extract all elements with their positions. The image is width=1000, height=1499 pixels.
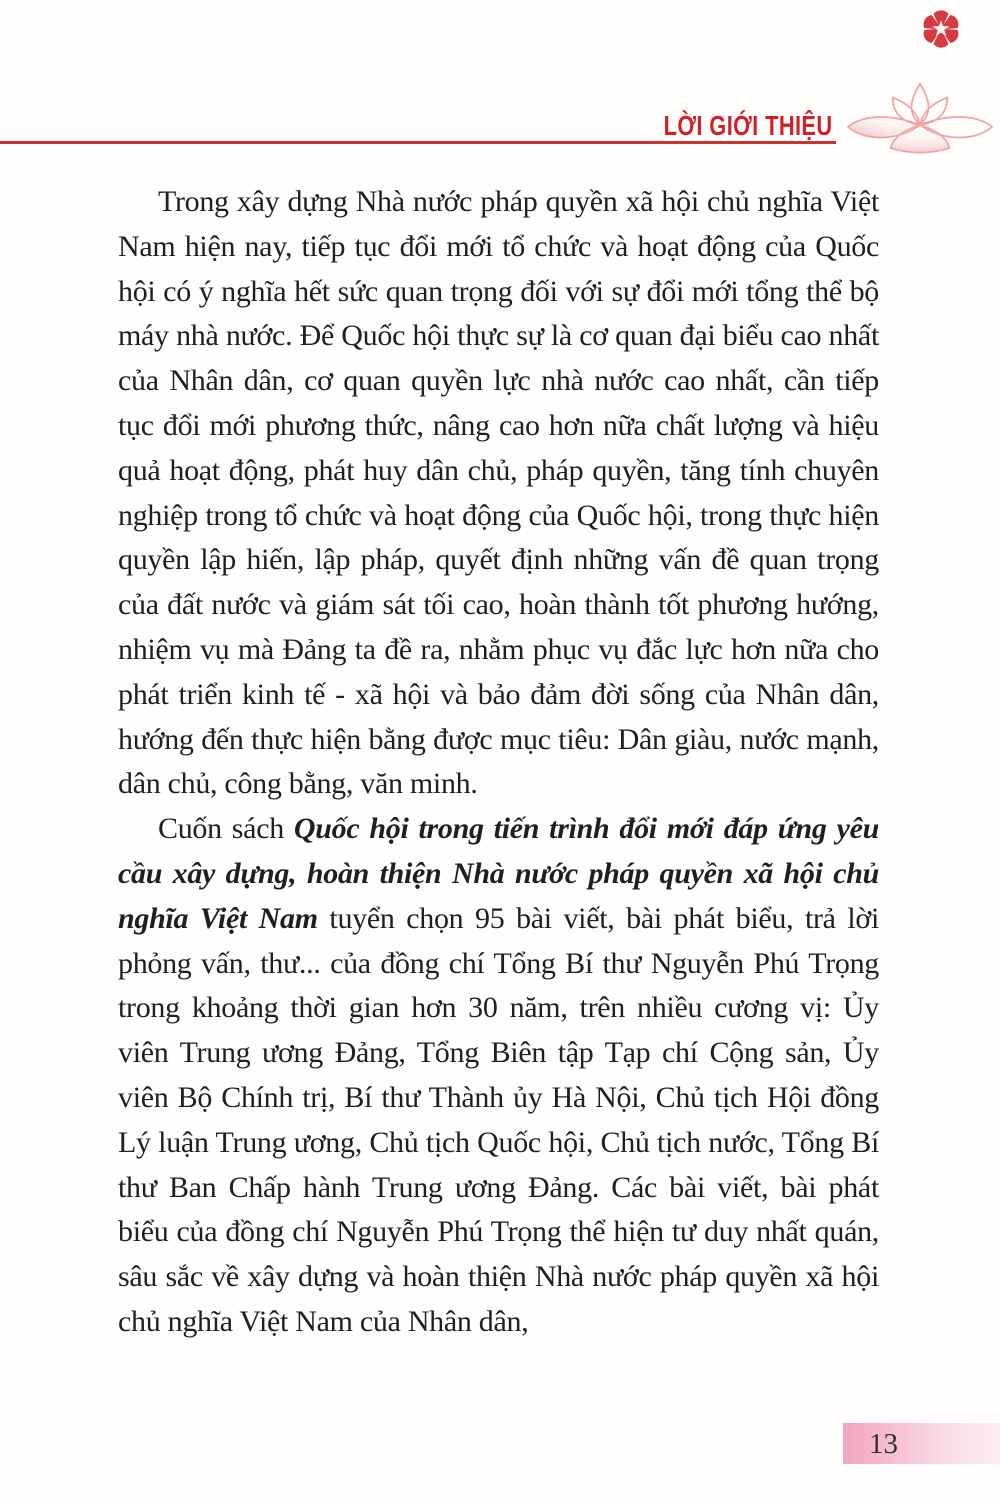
paragraph-2-intro: Cuốn sách [158,812,294,846]
lotus-icon [842,80,998,156]
paragraph-2 [118,807,879,1345]
page-number-box [843,1423,1000,1464]
header-rule [0,141,836,144]
flower-asterisk-icon [921,9,961,49]
paragraph-1: Trong xây dựng Nhà nước pháp quyền xã hội chủ nghĩa Việt Nam hiện nay, tiếp tục đổi mới tổ chức và hoạt động của Quốc hội có ý nghĩa hết sức quan trọng đối với sự đổi mới tổng thể bộ máy nhà nước. Để Quốc hội thực sự là cơ quan đại biểu cao nhất của Nhân dân, cơ quan quyền lực nhà nước cao nhất, cần tiếp tục đổi mới phương thức, nâng cao hơn nữa chất lượng và hiệu quả hoạt động, phát huy dân chủ, pháp quyền, tăng tính chuyên nghiệp trong tổ chức và hoạt động của Quốc hội, trong thực hiện quyền lập hiến, lập pháp, quyết định những vấn đề quan trọng của đất nước và giám sát tối cao, hoàn thành tốt phương hướng, nhiệm vụ mà Đảng ta đề ra, nhằm phục vụ đắc lực hơn nữa cho phát triển kinh tế - xã hội và bảo đảm đời sống của Nhân dân, hướng đến thực hiện bằng được mục tiêu: Dân giàu, nước mạnh, dân chủ, công bằng, văn minh. [118,185,879,801]
page-number: 13 [869,1428,898,1460]
paragraph-2-rest: tuyển chọn 95 bài viết, bài phát biểu, trả lời phỏng vấn, thư... của đồng chí Tổng Bí thư Nguyễn Phú Trọng trong khoảng thời gian hơn 30 năm, trên nhiều cương vị: Ủy viên Trung ương Đảng, Tổng Biên tập Tạp chí Cộng sản, Ủy viên Bộ Chính trị, Bí thư Thành ủy Hà Nội, Chủ tịch Hội đồng Lý luận Trung ương, Chủ tịch Quốc hội, Chủ tịch nước, Tổng Bí thư Ban Chấp hành Trung ương Đảng. Các bài viết, bài phát biểu của đồng chí Nguyễn Phú Trọng thể hiện tư duy nhất quán, sâu sắc về xây dựng và hoàn thiện Nhà nước pháp quyền xã hội chủ nghĩa Việt Nam của Nhân dân, [118,901,879,1338]
page-body [118,180,879,1345]
page-header [0,111,833,141]
book-title-text: Quốc hội trong tiến trình đổi mới đáp ứng yêu cầu xây dựng, hoàn thiện Nhà nước pháp quyền xã hội chủ nghĩa Việt Nam [118,812,879,935]
chapter-title: LỜI GIỚI THIỆU [664,110,833,141]
